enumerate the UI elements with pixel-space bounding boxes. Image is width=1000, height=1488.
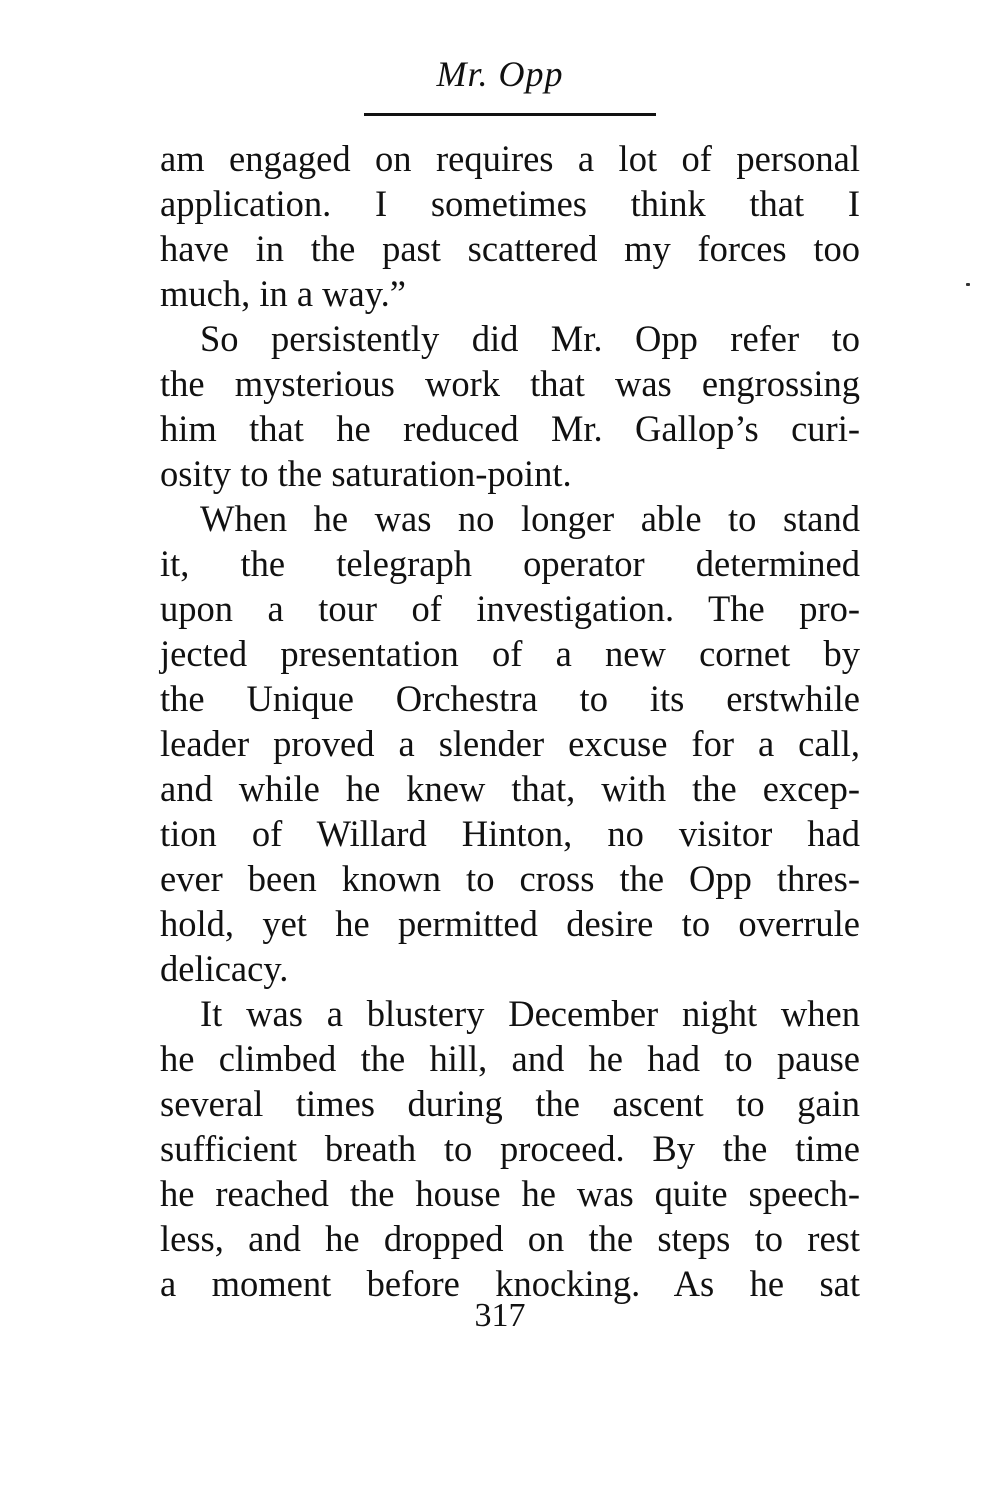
text-line: am engaged on requires a lot of personal — [160, 138, 860, 179]
text-line: ever been known to cross the Opp thres- — [160, 858, 860, 899]
text-line: less, and he dropped on the steps to rest — [160, 1218, 860, 1259]
page-number: 317 — [474, 1297, 526, 1334]
text-line: upon a tour of investigation. The pro- — [160, 588, 860, 629]
text-line: sufficient breath to proceed. By the time — [160, 1128, 860, 1169]
text-line: and while he knew that, with the excep- — [160, 768, 860, 809]
text-line: osity to the saturation-point. — [160, 453, 572, 494]
text-line: he climbed the hill, and he had to pause — [160, 1038, 860, 1079]
header-rule — [364, 113, 656, 116]
text-line: So persistently did Mr. Opp refer to — [200, 318, 860, 359]
text-line: delicacy. — [160, 948, 289, 989]
text-line: the mysterious work that was engrossing — [160, 363, 860, 404]
text-line: it, the telegraph operator determined — [160, 543, 860, 584]
text-line: much, in a way.” — [160, 273, 406, 314]
text-line: a moment before knocking. As he sat — [160, 1263, 860, 1304]
text-line: It was a blustery December night when — [200, 993, 860, 1034]
running-head-title: Mr. Opp — [436, 54, 564, 94]
text-line: leader proved a slender excuse for a call, — [160, 723, 860, 764]
text-line: tion of Willard Hinton, no visitor had — [160, 813, 860, 854]
text-line: the Unique Orchestra to its erstwhile — [160, 678, 860, 719]
text-line: When he was no longer able to stand — [200, 498, 860, 539]
text-line: hold, yet he permitted desire to overrule — [160, 903, 860, 944]
text-line: he reached the house he was quite speech- — [160, 1173, 860, 1214]
text-line: have in the past scattered my forces too — [160, 228, 860, 269]
text-line: jected presentation of a new cornet by — [160, 633, 860, 674]
text-line: him that he reduced Mr. Gallop’s curi- — [160, 408, 860, 449]
scan-speck — [966, 283, 970, 286]
body-text — [160, 136, 860, 1306]
text-line: application. I sometimes think that I — [160, 183, 860, 224]
text-line: several times during the ascent to gain — [160, 1083, 860, 1124]
